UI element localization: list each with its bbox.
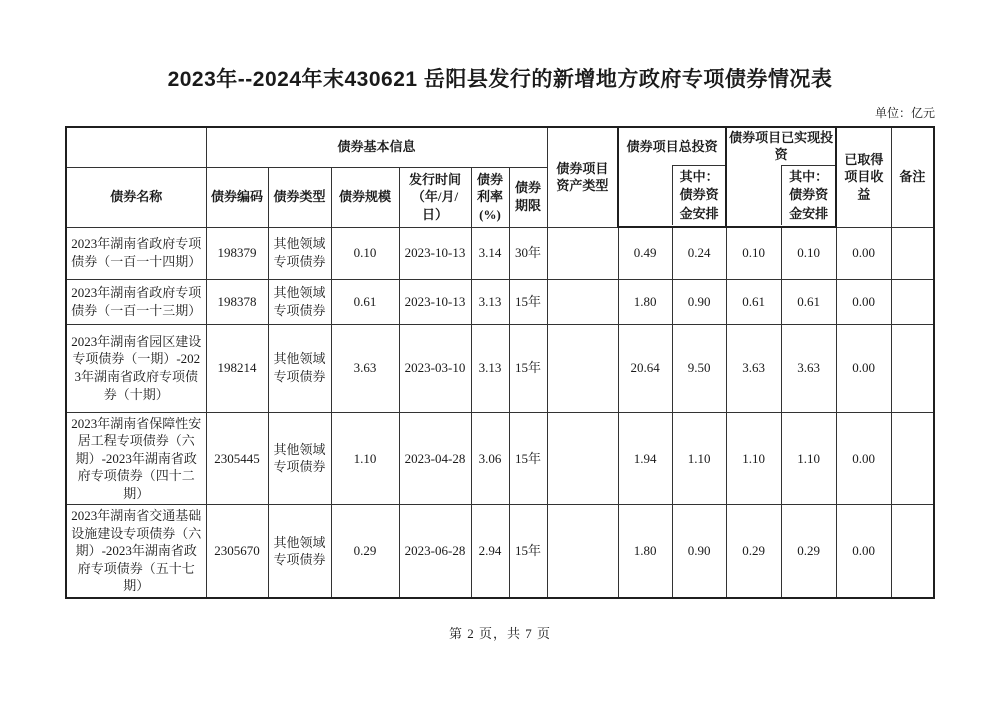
header-empty-corner bbox=[66, 127, 206, 167]
total-bond-arrangement-cell: 0.24 bbox=[672, 227, 726, 279]
table-row bbox=[66, 324, 934, 412]
total-investment-cell: 1.80 bbox=[618, 279, 672, 324]
bond-code-cell: 198214 bbox=[206, 324, 268, 412]
bond-scale-cell: 1.10 bbox=[331, 412, 399, 505]
realized-bond-arrangement-cell: 0.29 bbox=[781, 505, 836, 598]
bond-type-cell: 其他领域专项债券 bbox=[268, 279, 331, 324]
bond-issuance-table bbox=[65, 126, 935, 599]
header-bond-name: 债券名称 bbox=[66, 167, 206, 227]
bond-code-cell: 198378 bbox=[206, 279, 268, 324]
interest-rate-cell: 3.06 bbox=[471, 412, 509, 505]
bond-code-cell: 198379 bbox=[206, 227, 268, 279]
header-bond-code: 债券编码 bbox=[206, 167, 268, 227]
table-row bbox=[66, 505, 934, 598]
header-bond-type: 债券类型 bbox=[268, 167, 331, 227]
realized-investment-cell: 3.63 bbox=[726, 324, 781, 412]
header-obtained-income: 已取得项目收益 bbox=[836, 127, 891, 227]
interest-rate-cell: 3.13 bbox=[471, 324, 509, 412]
total-bond-arrangement-cell: 1.10 bbox=[672, 412, 726, 505]
realized-investment-cell: 0.29 bbox=[726, 505, 781, 598]
realized-investment-cell: 1.10 bbox=[726, 412, 781, 505]
issue-date-cell: 2023-03-10 bbox=[399, 324, 471, 412]
header-interest-rate: 债券利率(%) bbox=[471, 167, 509, 227]
realized-bond-arrangement-cell: 3.63 bbox=[781, 324, 836, 412]
total-bond-arrangement-cell: 9.50 bbox=[672, 324, 726, 412]
asset-type-cell bbox=[547, 505, 618, 598]
remark-cell bbox=[891, 279, 934, 324]
bond-type-cell: 其他领域专项债券 bbox=[268, 227, 331, 279]
bond-name-cell: 2023年湖南省交通基础设施建设专项债券（六期）-2023年湖南省政府专项债券（五十七期） bbox=[66, 505, 206, 598]
total-bond-arrangement-cell: 0.90 bbox=[672, 505, 726, 598]
realized-investment-cell: 0.10 bbox=[726, 227, 781, 279]
header-realized-investment-sub-label: 其中：债券资金安排 bbox=[781, 165, 835, 225]
header-remarks: 备注 bbox=[891, 127, 934, 227]
page-title: 2023年--2024年末430621 岳阳县发行的新增地方政府专项债券情况表 bbox=[167, 68, 833, 91]
total-investment-cell: 0.49 bbox=[618, 227, 672, 279]
table-row bbox=[66, 279, 934, 324]
header-realized-investment-group bbox=[726, 127, 836, 227]
table-row bbox=[66, 227, 934, 279]
header-asset-type: 债券项目资产类型 bbox=[547, 127, 618, 227]
obtained-income-cell: 0.00 bbox=[836, 412, 891, 505]
header-total-investment-sub-label: 其中：债券资金安排 bbox=[672, 165, 725, 225]
header-bond-scale: 债券规模 bbox=[331, 167, 399, 227]
bond-term-cell: 15年 bbox=[509, 324, 547, 412]
page-number: 第 2 页，共 7 页 bbox=[448, 626, 551, 641]
obtained-income-cell: 0.00 bbox=[836, 227, 891, 279]
realized-bond-arrangement-cell: 0.61 bbox=[781, 279, 836, 324]
issue-date-cell: 2023-04-28 bbox=[399, 412, 471, 505]
bond-name-cell: 2023年湖南省政府专项债券（一百一十三期） bbox=[66, 279, 206, 324]
obtained-income-cell: 0.00 bbox=[836, 279, 891, 324]
total-investment-cell: 20.64 bbox=[618, 324, 672, 412]
asset-type-cell bbox=[547, 279, 618, 324]
bond-term-cell: 15年 bbox=[509, 505, 547, 598]
bond-code-cell: 2305670 bbox=[206, 505, 268, 598]
issue-date-cell: 2023-10-13 bbox=[399, 279, 471, 324]
header-realized-investment-spacer bbox=[727, 165, 781, 225]
bond-name-cell: 2023年湖南省政府专项债券（一百一十四期） bbox=[66, 227, 206, 279]
asset-type-cell bbox=[547, 412, 618, 505]
issue-date-cell: 2023-10-13 bbox=[399, 227, 471, 279]
realized-bond-arrangement-cell: 0.10 bbox=[781, 227, 836, 279]
table-row bbox=[66, 412, 934, 505]
bond-code-cell: 2305445 bbox=[206, 412, 268, 505]
interest-rate-cell: 3.14 bbox=[471, 227, 509, 279]
asset-type-cell bbox=[547, 324, 618, 412]
total-investment-cell: 1.80 bbox=[618, 505, 672, 598]
remark-cell bbox=[891, 227, 934, 279]
remark-cell bbox=[891, 505, 934, 598]
bond-scale-cell: 3.63 bbox=[331, 324, 399, 412]
total-investment-cell: 1.94 bbox=[618, 412, 672, 505]
bond-scale-cell: 0.61 bbox=[331, 279, 399, 324]
header-total-investment-label: 债券项目总投资 bbox=[626, 138, 718, 154]
header-bond-basic-info: 债券基本信息 bbox=[206, 127, 547, 167]
header-issue-date: 发行时间（年/月/日） bbox=[399, 167, 471, 227]
obtained-income-cell: 0.00 bbox=[836, 505, 891, 598]
obtained-income-cell: 0.00 bbox=[836, 324, 891, 412]
interest-rate-cell: 3.13 bbox=[471, 279, 509, 324]
remark-cell bbox=[891, 324, 934, 412]
bond-term-cell: 15年 bbox=[509, 412, 547, 505]
realized-bond-arrangement-cell: 1.10 bbox=[781, 412, 836, 505]
header-total-investment-spacer bbox=[619, 165, 672, 225]
bond-scale-cell: 0.29 bbox=[331, 505, 399, 598]
asset-type-cell bbox=[547, 227, 618, 279]
header-realized-investment-label: 债券项目已实现投资 bbox=[729, 130, 834, 162]
header-total-investment-group bbox=[618, 127, 726, 227]
bond-term-cell: 15年 bbox=[509, 279, 547, 324]
issue-date-cell: 2023-06-28 bbox=[399, 505, 471, 598]
header-bond-term: 债券期限 bbox=[509, 167, 547, 227]
total-bond-arrangement-cell: 0.90 bbox=[672, 279, 726, 324]
remark-cell bbox=[891, 412, 934, 505]
unit-label: 单位：亿元 bbox=[874, 106, 935, 120]
bond-scale-cell: 0.10 bbox=[331, 227, 399, 279]
bond-type-cell: 其他领域专项债券 bbox=[268, 324, 331, 412]
bond-type-cell: 其他领域专项债券 bbox=[268, 412, 331, 505]
bond-name-cell: 2023年湖南省园区建设专项债券（一期）-2023年湖南省政府专项债券（十期） bbox=[66, 324, 206, 412]
bond-name-cell: 2023年湖南省保障性安居工程专项债券（六期）-2023年湖南省政府专项债券（四十二期） bbox=[66, 412, 206, 505]
bond-type-cell: 其他领域专项债券 bbox=[268, 505, 331, 598]
realized-investment-cell: 0.61 bbox=[726, 279, 781, 324]
interest-rate-cell: 2.94 bbox=[471, 505, 509, 598]
bond-term-cell: 30年 bbox=[509, 227, 547, 279]
